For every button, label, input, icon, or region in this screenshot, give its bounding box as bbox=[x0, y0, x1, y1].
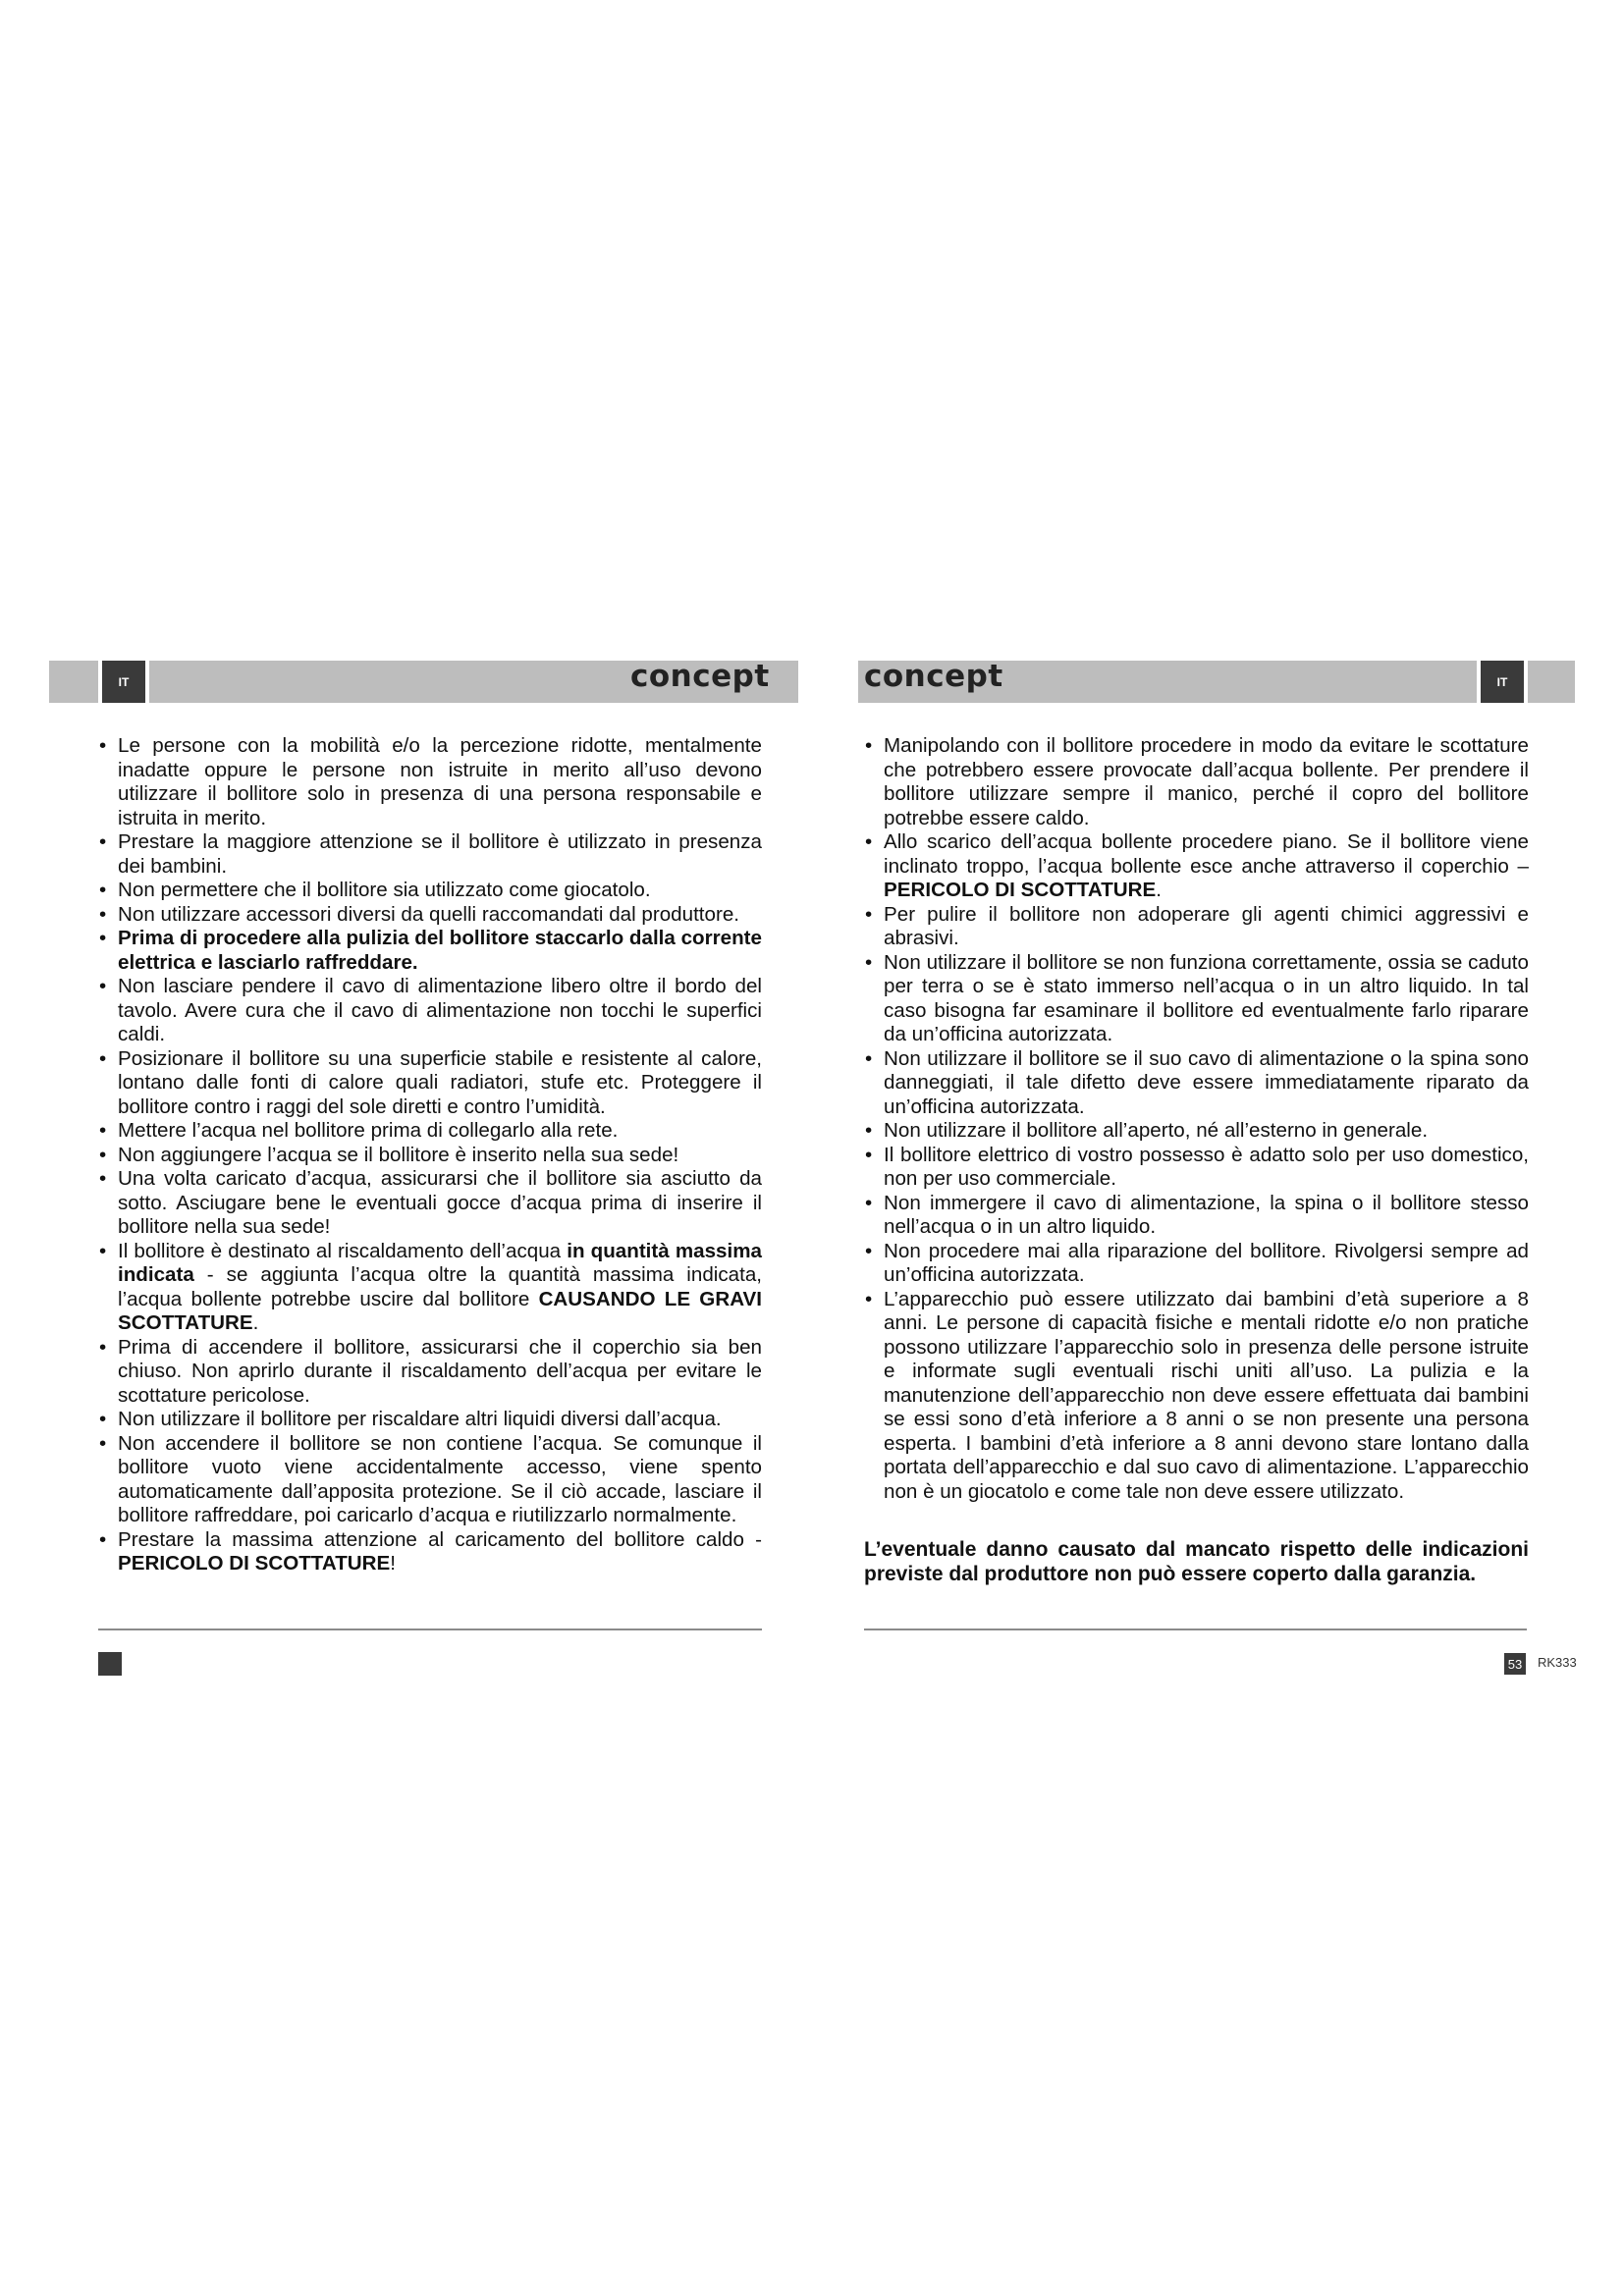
brand-logo-left: concept bbox=[630, 659, 770, 694]
list-item bbox=[98, 1408, 762, 1432]
text-run: L’apparecchio può essere utilizzato dai bambini d’età superiore a 8 anni. Le persone di capacità fisiche e mentali ridotte e/o non pratiche possono utilizzare l’apparecchio solo in presenza delle persone istruite e informate sugli eventuali rischi uniti all’uso. La pulizia e la manutenzione dell’apparecchio non deve essere effettuata dai bambini se essi sono d’età inferiore a 8 anni o se non presente una persona esperta. I bambini d’età inferiore a 8 anni devono stare lontano dalla portata dell’apparecchio e dal suo cavo di alimentazione. L’apparecchio non è un giocatolo e come tale non deve essere utilizzato. bbox=[884, 1287, 1529, 1503]
footer-square-marker bbox=[98, 1652, 122, 1676]
bold-text: CAUSANDO LE GRAVI SCOTTATURE bbox=[118, 1287, 762, 1334]
list-item bbox=[98, 1047, 762, 1120]
text-run: Non accendere il bollitore se non contiene l’acqua. Se comunque il bollitore vuoto viene accidentalmente accesso, viene spento automaticamente dall’apposita protezione. Se il ciò accade, lasciare il bollitore raffreddare, poi caricarlo d’acqua e riutilizzarlo normalmente. bbox=[118, 1431, 762, 1526]
list-item bbox=[98, 1336, 762, 1409]
list-item bbox=[864, 1047, 1529, 1120]
text-run: Non utilizzare accessori diversi da quelli raccomandati dal produttore. bbox=[118, 902, 739, 926]
list-item bbox=[98, 1144, 762, 1168]
text-run: Non utilizzare il bollitore se non funziona correttamente, ossia se caduto per terra o se è stato immerso nell’acqua o in un altro liquido. In tal caso bisogna far esaminare il bollitore ed eventualmente farlo riparare da un’officina autorizzata. bbox=[884, 950, 1529, 1045]
text-run: Posizionare il bollitore su una superficie stabile e resistente al calore, lontano dalle fonti di calore quali radiatori, stufe etc. Proteggere il bollitore contro i raggi del sole diretti e contro l’umidità. bbox=[118, 1046, 762, 1118]
footer-rule-right bbox=[864, 1629, 1527, 1630]
list-item bbox=[98, 879, 762, 903]
bold-text: PERICOLO DI SCOTTATURE bbox=[118, 1552, 391, 1575]
list-item bbox=[864, 1192, 1529, 1240]
text-run: Non utilizzare il bollitore se il suo cavo di alimentazione o la spina sono danneggiati, il tale difetto deve essere immediatamente riparato da un’officina autorizzata. bbox=[884, 1046, 1529, 1118]
warranty-notice: L’eventuale danno causato dal mancato rispetto delle indicazioni previste dal produttore non può essere coperto dalla garanzia. bbox=[864, 1538, 1529, 1585]
text-run: . bbox=[252, 1311, 259, 1334]
list-item bbox=[98, 1119, 762, 1144]
list-item bbox=[98, 975, 762, 1047]
list-item bbox=[98, 1432, 762, 1528]
bold-text: in quantità massima indicata bbox=[118, 1239, 762, 1286]
model-code: RK333 bbox=[1538, 1655, 1577, 1670]
list-item bbox=[864, 734, 1529, 830]
language-tag-left: IT bbox=[98, 661, 149, 703]
list-item bbox=[864, 830, 1529, 903]
list-item bbox=[864, 1288, 1529, 1505]
text-run: - se aggiunta l’acqua oltre la quantità massima indicata, l’acqua bollente potrebbe uscire dal bollitore bbox=[118, 1263, 762, 1310]
list-item bbox=[864, 951, 1529, 1047]
bold-text: Prima di procedere alla pulizia del bollitore staccarlo dalla corrente elettrica e lasciarlo raffreddare. bbox=[118, 927, 762, 974]
list-item bbox=[98, 1167, 762, 1240]
text-run: Non utilizzare il bollitore per riscaldare altri liquidi diversi dall’acqua. bbox=[118, 1408, 722, 1430]
text-run: Il bollitore elettrico di vostro possesso è adatto solo per uso domestico, non per uso commerciale. bbox=[884, 1143, 1529, 1190]
list-item bbox=[864, 1144, 1529, 1192]
footer-rule-left bbox=[98, 1629, 762, 1630]
list-item bbox=[98, 1528, 762, 1576]
text-run: Prima di accendere il bollitore, assicurarsi che il coperchio sia ben chiuso. Non aprirlo durante il riscaldamento dell’acqua per evitare le scottature pericolose. bbox=[118, 1335, 762, 1407]
language-tag-right: IT bbox=[1477, 661, 1528, 703]
safety-list-right bbox=[864, 734, 1529, 1504]
left-column bbox=[98, 734, 762, 1576]
text-run: Manipolando con il bollitore procedere in modo da evitare le scottature che potrebbero essere provocate dall’acqua bollente. Per prendere il bollitore utilizzare sempre il manico, perché il copro del bollitore potrebbe essere caldo. bbox=[884, 734, 1529, 829]
text-run: Non aggiungere l’acqua se il bollitore è inserito nella sua sede! bbox=[118, 1143, 679, 1166]
text-run: Prestare la massima attenzione al caricamento del bollitore caldo - bbox=[118, 1527, 762, 1551]
list-item bbox=[98, 734, 762, 830]
list-item bbox=[98, 1240, 762, 1336]
list-item bbox=[98, 927, 762, 975]
text-run: ! bbox=[390, 1552, 396, 1575]
text-run: Non lasciare pendere il cavo di alimentazione libero oltre il bordo del tavolo. Avere cura che il cavo di alimentazione non tocchi le superfici caldi. bbox=[118, 975, 762, 1045]
page-number: 53 bbox=[1504, 1653, 1526, 1675]
text-run: Non procedere mai alla riparazione del bollitore. Rivolgersi sempre ad un’officina autorizzata. bbox=[884, 1239, 1529, 1286]
brand-logo-right: concept bbox=[864, 659, 1003, 694]
text-run: Il bollitore è destinato al riscaldamento dell’acqua bbox=[118, 1239, 568, 1262]
text-run: Per pulire il bollitore non adoperare gli agenti chimici aggressivi e abrasivi. bbox=[884, 902, 1529, 949]
text-run: Prestare la maggiore attenzione se il bollitore è utilizzato in presenza dei bambini. bbox=[118, 830, 762, 878]
text-run: Non utilizzare il bollitore all’aperto, né all’esterno in generale. bbox=[884, 1119, 1429, 1142]
text-run: Le persone con la mobilità e/o la percezione ridotte, mentalmente inadatte oppure le persone non istruite in merito all’uso devono utilizzare il bollitore solo in presenza di una persona responsabile e istruita in merito. bbox=[118, 734, 762, 829]
text-run: Non permettere che il bollitore sia utilizzato come giocatolo. bbox=[118, 879, 651, 901]
safety-list-left bbox=[98, 734, 762, 1576]
text-run: Non immergere il cavo di alimentazione, la spina o il bollitore stesso nell’acqua o in un altro liquido. bbox=[884, 1191, 1529, 1238]
text-run: Mettere l’acqua nel bollitore prima di collegarlo alla rete. bbox=[118, 1119, 619, 1142]
text-run: Una volta caricato d’acqua, assicurarsi che il bollitore sia asciutto da sotto. Asciugare bene le eventuali gocce d’acqua prima di inserire il bollitore nella sua sede! bbox=[118, 1167, 762, 1238]
list-item bbox=[864, 1119, 1529, 1144]
list-item bbox=[98, 830, 762, 879]
right-column bbox=[864, 734, 1529, 1607]
text-run: Allo scarico dell’acqua bollente procedere piano. Se il bollitore viene inclinato troppo, l’acqua bollente esce anche attraverso il coperchio – bbox=[884, 830, 1529, 878]
bold-text: PERICOLO DI SCOTTATURE bbox=[884, 879, 1157, 901]
text-run: . bbox=[1156, 879, 1162, 901]
list-item bbox=[864, 903, 1529, 951]
list-item bbox=[864, 1240, 1529, 1288]
list-item bbox=[98, 903, 762, 928]
